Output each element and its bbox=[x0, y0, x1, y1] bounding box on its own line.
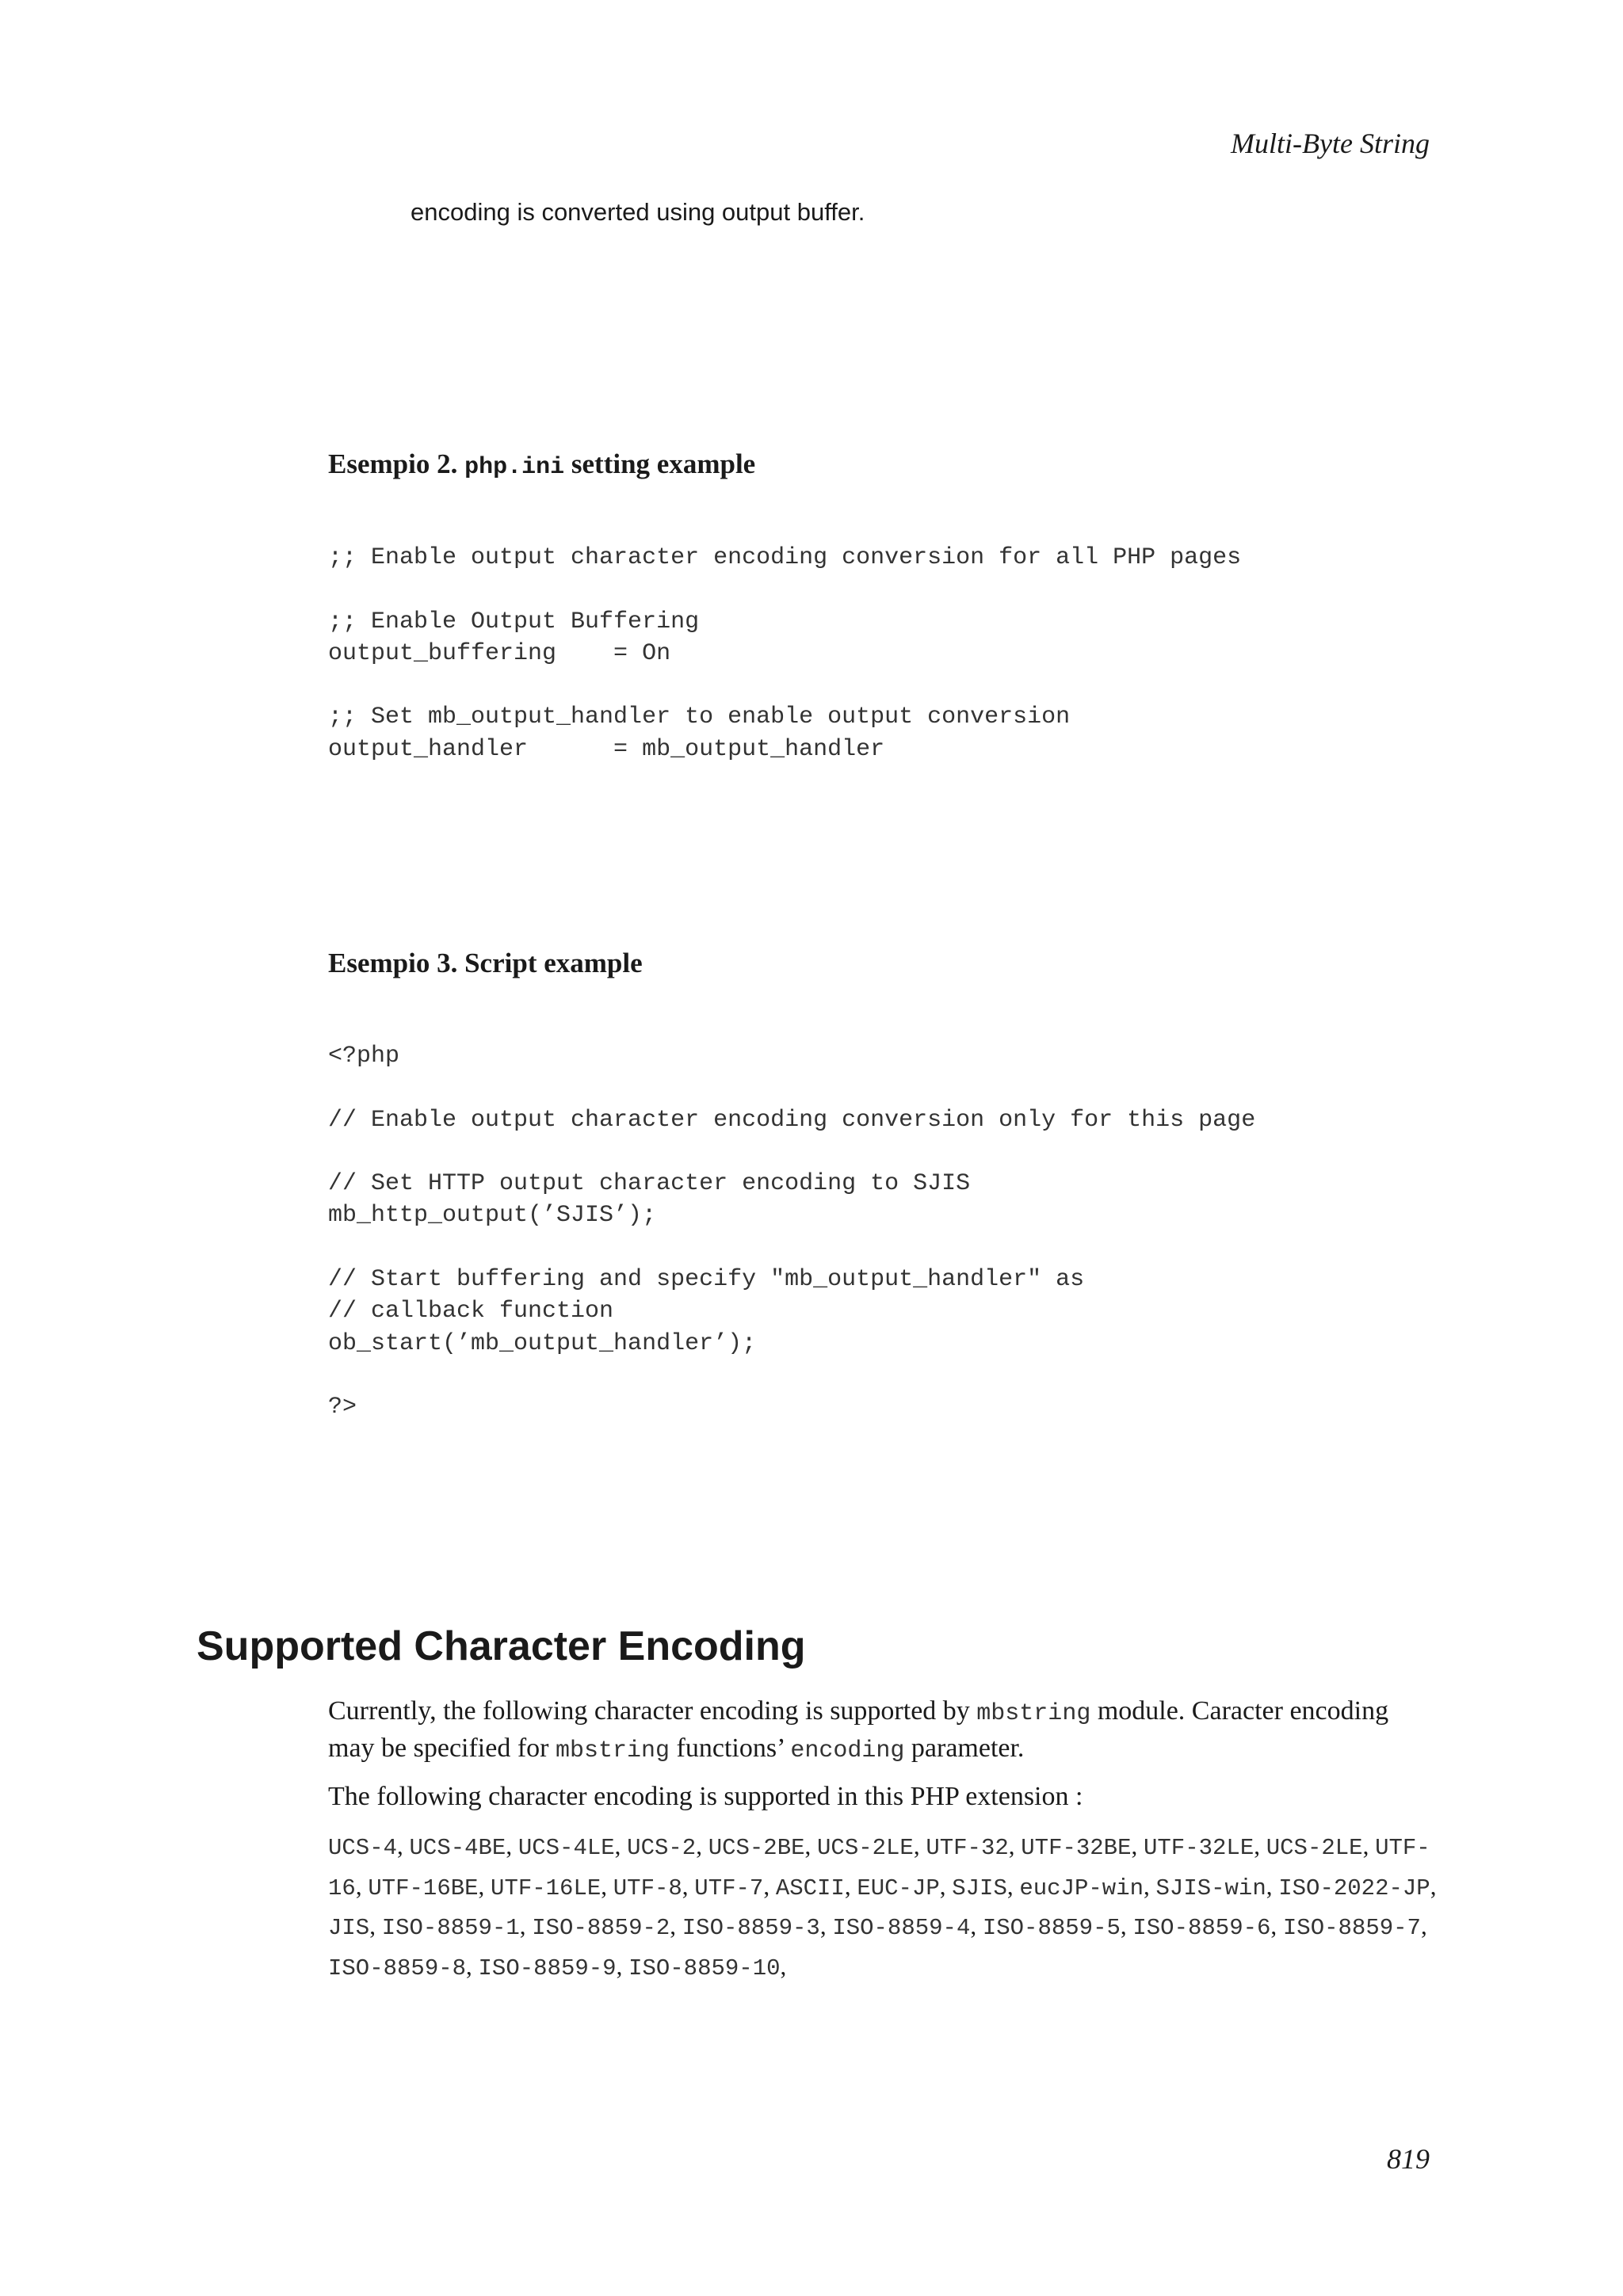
encoding-name: ISO-8859-4 bbox=[832, 1915, 971, 1941]
section-paragraph-1 bbox=[328, 1694, 1438, 1768]
encoding-separator: , bbox=[1266, 1871, 1279, 1900]
example-2-title-rest: setting example bbox=[571, 448, 756, 479]
example-3-code-block: <?php // Enable output character encoding conversion only for this page // Set HTTP output character encoding to SJIS mb_http_output(’SJIS’); // Start buffering and specify "mb_output_handler" as // callback function ob_start(’mb_output_handler’); ?> bbox=[328, 1043, 1256, 1421]
encoding-name: UTF-32 bbox=[926, 1835, 1009, 1861]
para1-text-4: parameter. bbox=[904, 1733, 1025, 1763]
encoding-separator: , bbox=[970, 1912, 983, 1939]
encoding-name: SJIS-win bbox=[1155, 1875, 1266, 1901]
encoding-name: UTF-7 bbox=[694, 1875, 764, 1901]
encoding-separator: , bbox=[844, 1871, 857, 1900]
encoding-separator: , bbox=[614, 1832, 628, 1859]
encoding-name: ASCII bbox=[775, 1875, 845, 1901]
encoding-name: ISO-8859-7 bbox=[1282, 1915, 1421, 1941]
para1-code-1: mbstring bbox=[976, 1700, 1091, 1727]
encoding-separator: , bbox=[1120, 1912, 1133, 1939]
encoding-separator: , bbox=[1144, 1871, 1156, 1900]
encoding-name: eucJP-win bbox=[1019, 1875, 1144, 1901]
encoding-separator: , bbox=[804, 1832, 818, 1859]
encoding-separator: , bbox=[1006, 1871, 1020, 1900]
encoding-separator: , bbox=[696, 1832, 708, 1859]
encoding-separator: , bbox=[519, 1912, 533, 1939]
encoding-name: ISO-8859-6 bbox=[1132, 1915, 1271, 1941]
encoding-name: ISO-8859-2 bbox=[532, 1915, 670, 1941]
example-2-code-name: php.ini bbox=[464, 454, 565, 481]
encoding-name: EUC-JP bbox=[857, 1875, 940, 1901]
encoding-name: ISO-8859-3 bbox=[682, 1915, 820, 1941]
encoding-separator: , bbox=[1420, 1912, 1427, 1939]
encoding-separator: , bbox=[780, 1951, 787, 1980]
example-2-code-block: ;; Enable output character encoding conversion for all PHP pages ;; Enable Output Buffering output_buffering = On ;; Set mb_output_handler to enable output conversion output_handler = mb_output_handler bbox=[328, 544, 1242, 763]
encoding-name: ISO-8859-10 bbox=[628, 1955, 781, 1981]
encoding-list bbox=[328, 1829, 1438, 1989]
encoding-separator: , bbox=[601, 1871, 613, 1900]
encoding-separator: , bbox=[1362, 1832, 1376, 1859]
encoding-name: ISO-8859-8 bbox=[328, 1955, 467, 1981]
section-paragraph-2: The following character encoding is supported in this PHP extension : bbox=[328, 1782, 1083, 1811]
encoding-separator: , bbox=[466, 1951, 479, 1980]
encoding-separator: , bbox=[670, 1912, 682, 1939]
encoding-separator: , bbox=[913, 1832, 926, 1859]
encoding-separator: , bbox=[478, 1871, 491, 1900]
encoding-separator: , bbox=[506, 1832, 518, 1859]
encoding-name: UTF-16BE bbox=[368, 1875, 479, 1901]
encoding-separator: , bbox=[397, 1832, 410, 1859]
para1-text-3: functions’ bbox=[670, 1733, 791, 1763]
encoding-name: UTF-32LE bbox=[1144, 1835, 1254, 1861]
encoding-name: UCS-2LE bbox=[817, 1835, 914, 1861]
encoding-name: UCS-2BE bbox=[708, 1835, 805, 1861]
encoding-separator: , bbox=[1430, 1871, 1437, 1900]
encoding-name: UCS-4 bbox=[328, 1835, 398, 1861]
encoding-separator: , bbox=[1270, 1912, 1283, 1939]
intro-text: encoding is converted using output buffer. bbox=[411, 198, 865, 226]
encoding-separator: , bbox=[763, 1871, 776, 1900]
running-header: Multi-Byte String bbox=[1231, 128, 1430, 159]
encoding-name: ISO-8859-5 bbox=[982, 1915, 1121, 1941]
encoding-separator: , bbox=[819, 1912, 833, 1939]
encoding-name: UCS-4LE bbox=[517, 1835, 615, 1861]
page-number: 819 bbox=[1387, 2143, 1430, 2175]
example-2-title bbox=[328, 448, 755, 481]
para1-code-3: encoding bbox=[790, 1737, 905, 1764]
encoding-name: ISO-2022-JP bbox=[1278, 1875, 1430, 1901]
encoding-name: UCS-2 bbox=[627, 1835, 697, 1861]
encoding-name: ISO-8859-1 bbox=[381, 1915, 520, 1941]
example-3-title: Esempio 3. Script example bbox=[328, 948, 643, 978]
encoding-separator: , bbox=[682, 1871, 695, 1900]
example-2-label: Esempio 2. bbox=[328, 448, 458, 479]
encoding-separator: , bbox=[369, 1912, 382, 1939]
encoding-name: SJIS bbox=[952, 1875, 1007, 1901]
encoding-separator: , bbox=[616, 1951, 629, 1980]
encoding-name: ISO-8859-9 bbox=[478, 1955, 617, 1981]
encoding-separator: , bbox=[1008, 1832, 1022, 1859]
encoding-name: UTF-8 bbox=[613, 1875, 682, 1901]
encoding-name: UCS-4BE bbox=[409, 1835, 506, 1861]
encoding-name: UTF-16LE bbox=[491, 1875, 601, 1901]
para1-text-1: Currently, the following character encoding is supported by bbox=[328, 1696, 977, 1726]
encoding-separator: , bbox=[1254, 1832, 1266, 1859]
encoding-separator: , bbox=[355, 1871, 369, 1900]
encoding-name: UCS-2LE bbox=[1266, 1835, 1363, 1861]
encoding-name: JIS bbox=[328, 1915, 370, 1941]
para1-code-2: mbstring bbox=[556, 1737, 670, 1764]
encoding-name: UTF-16 bbox=[328, 1835, 1430, 1901]
encoding-separator: , bbox=[1131, 1832, 1144, 1859]
encoding-separator: , bbox=[939, 1871, 953, 1900]
para1-text-2: module. Caracter encoding may be specified for bbox=[328, 1696, 1389, 1763]
section-heading: Supported Character Encoding bbox=[197, 1623, 806, 1669]
encoding-name: UTF-32BE bbox=[1021, 1835, 1132, 1861]
